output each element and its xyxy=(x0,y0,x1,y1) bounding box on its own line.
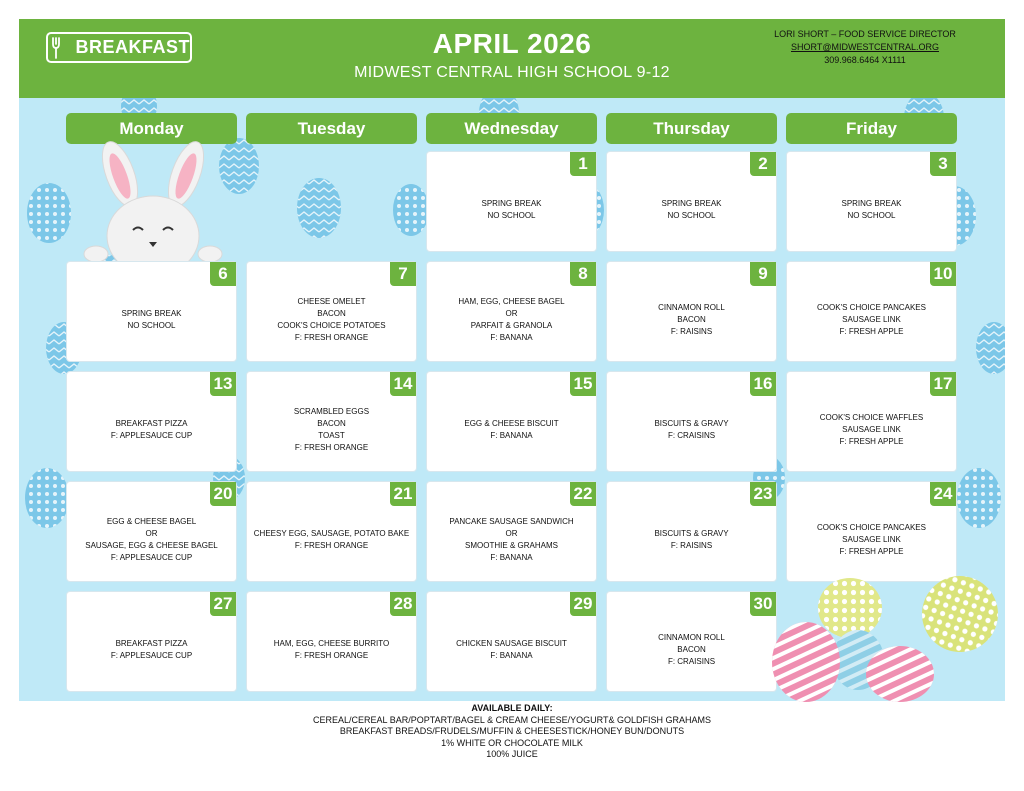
menu-items xyxy=(253,396,410,463)
calendar-day-cell xyxy=(786,371,957,472)
day-number: 24 xyxy=(930,482,956,506)
page-title: APRIL 2026 xyxy=(432,28,592,59)
day-number: 3 xyxy=(930,152,956,176)
menu-item: CHEESY EGG, SAUSAGE, POTATO BAKE xyxy=(253,528,410,538)
day-header-tuesday: Tuesday xyxy=(246,113,417,144)
menu-item: NO SCHOOL xyxy=(847,210,896,220)
menu-items xyxy=(433,396,590,463)
menu-items xyxy=(433,616,590,683)
menu-item: BREAKFAST PIZZA xyxy=(115,418,188,428)
calendar-day-cell xyxy=(246,261,417,362)
menu-item: BACON xyxy=(677,644,706,654)
day-number: 21 xyxy=(390,482,416,506)
menu-item: F: BANANA xyxy=(490,430,533,440)
menu-item: SPRING BREAK xyxy=(481,198,542,208)
day-number: 13 xyxy=(210,372,236,396)
day-number: 1 xyxy=(570,152,596,176)
menu-item: F: FRESH ORANGE xyxy=(294,540,369,550)
menu-items xyxy=(793,176,950,243)
menu-item: F: FRESH ORANGE xyxy=(294,650,369,660)
calendar-day-cell xyxy=(246,371,417,472)
menu-item: SMOOTHIE & GRAHAMS xyxy=(465,540,558,550)
calendar-day-cell xyxy=(606,481,777,582)
menu-items xyxy=(73,396,230,463)
menu-item: TOAST xyxy=(318,430,345,440)
calendar-day-cell xyxy=(426,481,597,582)
menu-item: F: RAISINS xyxy=(670,326,713,336)
menu-item: F: APPLESAUCE CUP xyxy=(110,430,193,440)
day-number: 16 xyxy=(750,372,776,396)
calendar-day-cell xyxy=(66,481,237,582)
calendar-day-cell xyxy=(606,591,777,692)
menu-item: F: CRAISINS xyxy=(667,656,716,666)
day-number: 29 xyxy=(570,592,596,616)
day-number: 23 xyxy=(750,482,776,506)
menu-items xyxy=(73,616,230,683)
menu-item: SPRING BREAK xyxy=(661,198,722,208)
day-number: 20 xyxy=(210,482,236,506)
day-number: 14 xyxy=(390,372,416,396)
available-daily-line: 100% JUICE xyxy=(486,749,538,759)
menu-items xyxy=(73,506,230,573)
available-daily-line: BREAKFAST BREADS/FRUDELS/MUFFIN & CHEESESTICK/HONEY BUN/DONUTS xyxy=(339,726,685,736)
calendar-day-cell xyxy=(426,151,597,252)
menu-item: OR xyxy=(505,528,518,538)
menu-items xyxy=(613,616,770,683)
menu-item: F: APPLESAUCE CUP xyxy=(110,650,193,660)
menu-item: COOK'S CHOICE PANCAKES xyxy=(817,302,926,312)
menu-items xyxy=(793,286,950,353)
easter-egg-icon xyxy=(768,570,1004,702)
day-number: 6 xyxy=(210,262,236,286)
contact-name: LORI SHORT – FOOD SERVICE DIRECTOR xyxy=(774,29,956,39)
available-daily-label: AVAILABLE DAILY: xyxy=(471,703,553,713)
menu-item: PARFAIT & GRANOLA xyxy=(470,320,553,330)
day-number: 27 xyxy=(210,592,236,616)
calendar-day-cell xyxy=(246,591,417,692)
menu-item: BACON xyxy=(317,308,346,318)
menu-item: COOK'S CHOICE POTATOES xyxy=(277,320,386,330)
menu-item: NO SCHOOL xyxy=(487,210,536,220)
calendar-day-cell xyxy=(426,261,597,362)
menu-item: SAUSAGE LINK xyxy=(842,314,901,324)
day-header-wednesday: Wednesday xyxy=(426,113,597,144)
menu-item: SAUSAGE LINK xyxy=(842,424,901,434)
menu-item: SPRING BREAK xyxy=(841,198,902,208)
menu-item: HAM, EGG, CHEESE BURRITO xyxy=(273,638,390,648)
day-number: 10 xyxy=(930,262,956,286)
menu-item: F: BANANA xyxy=(490,332,533,342)
menu-item: BISCUITS & GRAVY xyxy=(654,418,729,428)
menu-items xyxy=(613,506,770,573)
menu-item: F: BANANA xyxy=(490,650,533,660)
fork-icon xyxy=(48,34,67,61)
calendar-day-cell xyxy=(606,371,777,472)
menu-items xyxy=(793,506,950,573)
calendar-day-cell xyxy=(606,261,777,362)
menu-item: F: FRESH ORANGE xyxy=(294,332,369,342)
day-number: 30 xyxy=(750,592,776,616)
calendar-day-cell xyxy=(66,261,237,362)
menu-item: CINNAMON ROLL xyxy=(658,632,725,642)
menu-item: EGG & CHEESE BAGEL xyxy=(106,516,197,526)
menu-item: SCRAMBLED EGGS xyxy=(293,406,370,416)
menu-item: CHICKEN SAUSAGE BISCUIT xyxy=(456,638,567,648)
day-number: 8 xyxy=(570,262,596,286)
logo-text: BREAKFAST xyxy=(75,37,190,57)
menu-items xyxy=(433,176,590,243)
menu-item: F: CRAISINS xyxy=(667,430,716,440)
menu-item: EGG & CHEESE BISCUIT xyxy=(464,418,559,428)
menu-items xyxy=(253,616,410,683)
available-daily-line: 1% WHITE OR CHOCOLATE MILK xyxy=(441,737,583,748)
menu-item: NO SCHOOL xyxy=(127,320,176,330)
menu-item: F: BANANA xyxy=(490,552,533,562)
contact-phone: 309.968.6464 X1111 xyxy=(824,55,906,65)
calendar-day-cell xyxy=(786,261,957,362)
menu-item: F: FRESH ORANGE xyxy=(294,442,369,452)
contact-email[interactable]: SHORT@MIDWESTCENTRAL.ORG xyxy=(791,42,939,52)
calendar-day-cell xyxy=(66,371,237,472)
calendar-day-cell xyxy=(426,371,597,472)
menu-item: SPRING BREAK xyxy=(121,308,182,318)
calendar-day-cell xyxy=(786,151,957,252)
menu-item: NO SCHOOL xyxy=(667,210,716,220)
bunny-icon xyxy=(78,136,228,266)
menu-item: F: FRESH APPLE xyxy=(839,436,904,446)
menu-items xyxy=(253,506,410,573)
day-number: 15 xyxy=(570,372,596,396)
menu-items xyxy=(613,396,770,463)
menu-item: CHEESE OMELET xyxy=(297,296,366,306)
day-number: 28 xyxy=(390,592,416,616)
menu-item: F: APPLESAUCE CUP xyxy=(110,552,193,562)
day-number: 17 xyxy=(930,372,956,396)
menu-item: COOK'S CHOICE WAFFLES xyxy=(819,412,924,422)
calendar-day-cell xyxy=(426,591,597,692)
menu-items xyxy=(613,286,770,353)
calendar-day-cell xyxy=(786,481,957,582)
menu-item: SAUSAGE LINK xyxy=(842,534,901,544)
day-header-friday: Friday xyxy=(786,113,957,144)
school-name: MIDWEST CENTRAL HIGH SCHOOL 9-12 xyxy=(354,64,670,81)
menu-item: COOK'S CHOICE PANCAKES xyxy=(817,522,926,532)
menu-item: OR xyxy=(145,528,158,538)
menu-item: F: FRESH APPLE xyxy=(839,546,904,556)
menu-item: BACON xyxy=(317,418,346,428)
day-header-monday: Monday xyxy=(66,113,237,144)
menu-items xyxy=(433,506,590,573)
day-number: 2 xyxy=(750,152,776,176)
contact-info xyxy=(760,28,970,67)
day-number: 22 xyxy=(570,482,596,506)
day-header-thursday: Thursday xyxy=(606,113,777,144)
menu-items xyxy=(253,286,410,353)
menu-items xyxy=(613,176,770,243)
menu-item: PANCAKE SAUSAGE SANDWICH xyxy=(449,516,574,526)
menu-item: BACON xyxy=(677,314,706,324)
available-daily-line: CEREAL/CEREAL BAR/POPTART/BAGEL & CREAM CHEESE/YOGURT& GOLDFISH GRAHAMS xyxy=(313,714,711,725)
breakfast-logo xyxy=(46,32,192,63)
menu-items xyxy=(73,286,230,353)
menu-items xyxy=(433,286,590,353)
day-number: 7 xyxy=(390,262,416,286)
day-number: 9 xyxy=(750,262,776,286)
available-daily-section xyxy=(0,703,1024,761)
calendar-day-cell xyxy=(606,151,777,252)
calendar-day-cell xyxy=(246,481,417,582)
menu-items xyxy=(793,396,950,463)
calendar-day-cell xyxy=(66,591,237,692)
menu-item: SAUSAGE, EGG & CHEESE BAGEL xyxy=(85,540,218,550)
menu-item: CINNAMON ROLL xyxy=(658,302,725,312)
menu-item: F: FRESH APPLE xyxy=(839,326,904,336)
menu-item: HAM, EGG, CHEESE BAGEL xyxy=(458,296,565,306)
menu-item: BREAKFAST PIZZA xyxy=(115,638,188,648)
menu-item: BISCUITS & GRAVY xyxy=(654,528,729,538)
menu-item: F: RAISINS xyxy=(670,540,713,550)
menu-item: OR xyxy=(505,308,518,318)
